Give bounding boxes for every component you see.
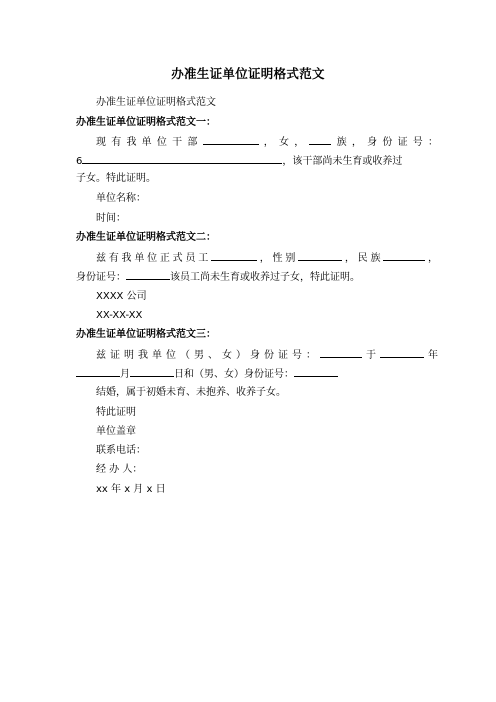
section-2-paragraph-line-1 (96, 250, 438, 266)
section-1-heading: 办准生证单位证明格式范文一： (76, 117, 216, 128)
section-1-time: 时间： (96, 213, 126, 224)
section-3-phone: 联系电话： (96, 445, 146, 456)
section-2-paragraph-line-2 (76, 269, 438, 285)
blank-field (76, 366, 120, 377)
section-1-unit-name: 单位名称： (96, 193, 146, 204)
text-segment: ，该干部尚未生育或收养过 (282, 156, 403, 167)
page-title: 办准生证单位证明格式范文 (171, 66, 325, 81)
section-3-paragraph-line-1 (96, 347, 438, 363)
blank-field (380, 347, 424, 358)
section-2-heading: 办准生证单位证明格式范文二： (76, 232, 216, 243)
section-2-company: XXXX 公司 (96, 291, 147, 302)
blank-field (126, 269, 170, 280)
blank-field (82, 153, 282, 164)
blank-field (294, 366, 338, 377)
text-segment: ，性别 (257, 253, 299, 264)
blank-field (309, 134, 331, 145)
section-1-paragraph-line-1 (96, 134, 438, 150)
blank-field (320, 347, 362, 358)
section-3-paragraph-2: 结婚，属于初婚未育、未抱养、收养子女。 (96, 387, 286, 398)
blank-field (130, 366, 174, 377)
text-segment: 日和（男、女）身份证号： (174, 369, 294, 380)
text-segment: 身份证号： (76, 272, 126, 283)
section-3-heading: 办准生证单位证明格式范文三： (76, 329, 216, 340)
text-segment: 于 (362, 350, 380, 361)
section-2-date: XX-XX-XX (96, 310, 143, 321)
section-3-handler: 经 办 人： (96, 464, 143, 475)
text-segment: 年 (424, 350, 438, 361)
text-segment: 6 (76, 156, 83, 167)
section-1-paragraph-line-3: 子女。特此证明。 (76, 173, 156, 184)
text-segment: 该员工尚未生育或收养过子女，特此证明。 (170, 272, 360, 283)
blank-field (211, 250, 257, 261)
blank-field (203, 134, 259, 145)
blank-field (383, 250, 425, 261)
text-segment: 兹有我单位正式员工 (96, 253, 211, 264)
text-segment: ，女， (258, 137, 310, 148)
text-segment: 兹证明我单位（男、女）身份证号： (96, 350, 320, 361)
section-3-certify: 特此证明 (96, 407, 136, 418)
text-segment: 族，身份证号： (331, 137, 439, 148)
text-segment: ，民族 (342, 253, 384, 264)
text-segment: ， (425, 253, 439, 264)
text-segment: 月 (120, 369, 130, 380)
section-1-paragraph-line-2 (76, 153, 438, 169)
section-3-seal: 单位盖章 (96, 426, 136, 437)
section-3-paragraph-line-2 (76, 366, 438, 382)
intro-line: 办准生证单位证明格式范文 (96, 97, 216, 108)
blank-field (298, 250, 342, 261)
text-segment: 现有我单位干部 (96, 137, 203, 148)
section-3-date: xx 年 x 月 x 日 (96, 484, 166, 495)
